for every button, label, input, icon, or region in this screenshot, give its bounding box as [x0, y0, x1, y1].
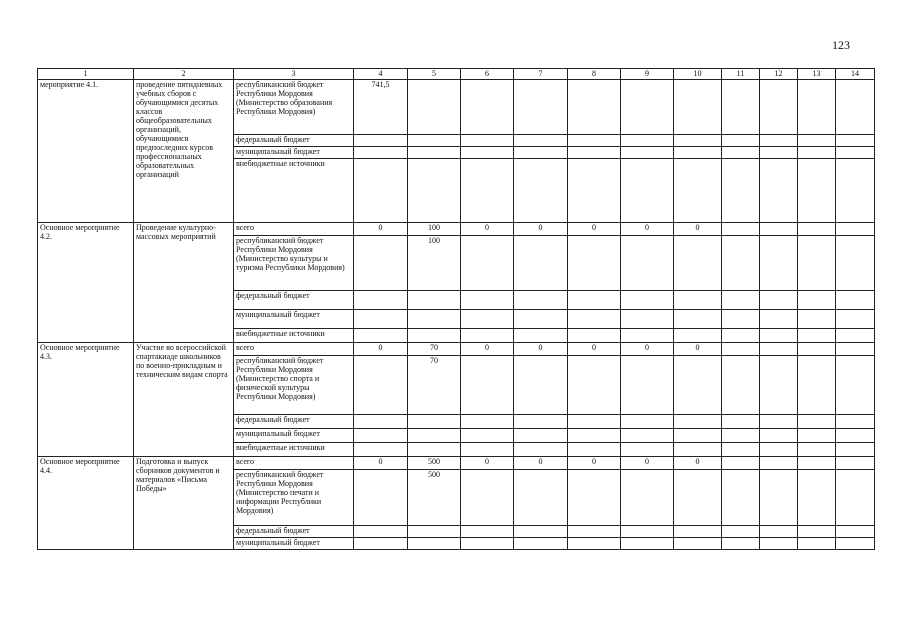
funding-source: республиканский бюджет Республики Мордовия (Министерство спорта и физической культуры Республики Мордовия) — [234, 356, 354, 415]
amount-cell — [568, 356, 621, 415]
amount-cell — [568, 526, 621, 538]
amount-cell: 0 — [514, 223, 568, 236]
amount-cell — [621, 356, 674, 415]
amount-cell — [408, 147, 461, 159]
amount-cell — [408, 415, 461, 429]
amount-cell — [354, 526, 408, 538]
amount-cell — [461, 159, 514, 223]
funding-source: республиканский бюджет Республики Мордовия (Министерство печати и информации Республики Мордовия) — [234, 470, 354, 526]
amount-cell — [722, 159, 760, 223]
amount-cell — [514, 443, 568, 457]
amount-cell — [674, 147, 722, 159]
amount-cell — [461, 470, 514, 526]
amount-cell — [798, 310, 836, 329]
event-description: проведение пятидневных учебных сборов с обучающимися десятых классов общеобразовательных организаций, обучающимися предпоследних курсов профессиональных образовательных организаций — [134, 80, 234, 223]
funding-source: внебюджетные источники — [234, 329, 354, 343]
amount-cell — [461, 236, 514, 291]
amount-cell — [621, 538, 674, 550]
amount-cell — [722, 443, 760, 457]
column-number-11: 11 — [722, 69, 760, 80]
amount-cell: 100 — [408, 223, 461, 236]
amount-cell — [354, 470, 408, 526]
amount-cell — [621, 135, 674, 147]
amount-cell — [722, 343, 760, 356]
amount-cell — [354, 291, 408, 310]
amount-cell — [798, 443, 836, 457]
amount-cell: 0 — [674, 457, 722, 470]
amount-cell — [514, 236, 568, 291]
amount-cell: 0 — [461, 457, 514, 470]
amount-cell — [514, 291, 568, 310]
amount-cell — [568, 310, 621, 329]
amount-cell — [514, 429, 568, 443]
amount-cell — [408, 429, 461, 443]
amount-cell — [836, 147, 875, 159]
amount-cell: 0 — [354, 223, 408, 236]
amount-cell — [674, 415, 722, 429]
amount-cell — [722, 329, 760, 343]
amount-cell: 70 — [408, 356, 461, 415]
amount-cell: 0 — [674, 343, 722, 356]
amount-cell — [760, 135, 798, 147]
amount-cell — [408, 538, 461, 550]
amount-cell — [514, 526, 568, 538]
column-number-6: 6 — [461, 69, 514, 80]
column-number-7: 7 — [514, 69, 568, 80]
amount-cell — [568, 415, 621, 429]
amount-cell — [621, 429, 674, 443]
amount-cell — [722, 526, 760, 538]
amount-cell — [621, 526, 674, 538]
event-name: мероприятие 4.1. — [38, 80, 134, 223]
amount-cell — [354, 443, 408, 457]
amount-cell — [798, 457, 836, 470]
amount-cell — [461, 443, 514, 457]
amount-cell — [760, 538, 798, 550]
amount-cell: 0 — [621, 223, 674, 236]
amount-cell — [354, 310, 408, 329]
amount-cell — [760, 147, 798, 159]
event-name: Основное мероприятие 4.2. — [38, 223, 134, 343]
amount-cell — [514, 159, 568, 223]
column-number-2: 2 — [134, 69, 234, 80]
amount-cell — [722, 415, 760, 429]
amount-cell — [408, 329, 461, 343]
amount-cell — [461, 526, 514, 538]
amount-cell — [568, 443, 621, 457]
amount-cell — [461, 147, 514, 159]
column-number-10: 10 — [674, 69, 722, 80]
amount-cell — [568, 135, 621, 147]
amount-cell — [408, 135, 461, 147]
amount-cell — [354, 415, 408, 429]
amount-cell: 0 — [568, 457, 621, 470]
event-name: Основное мероприятие 4.3. — [38, 343, 134, 457]
amount-cell — [760, 80, 798, 135]
column-number-9: 9 — [621, 69, 674, 80]
amount-cell: 500 — [408, 457, 461, 470]
amount-cell — [798, 538, 836, 550]
column-number-5: 5 — [408, 69, 461, 80]
amount-cell — [408, 80, 461, 135]
column-number-12: 12 — [760, 69, 798, 80]
amount-cell — [798, 415, 836, 429]
amount-cell — [836, 443, 875, 457]
amount-cell — [674, 80, 722, 135]
amount-cell — [568, 470, 621, 526]
amount-cell — [836, 291, 875, 310]
amount-cell — [514, 538, 568, 550]
amount-cell — [760, 356, 798, 415]
amount-cell — [514, 356, 568, 415]
amount-cell — [674, 135, 722, 147]
amount-cell: 0 — [514, 457, 568, 470]
amount-cell — [798, 80, 836, 135]
amount-cell: 0 — [568, 223, 621, 236]
amount-cell — [461, 135, 514, 147]
amount-cell — [674, 291, 722, 310]
amount-cell — [798, 356, 836, 415]
amount-cell — [354, 147, 408, 159]
funding-source: всего — [234, 343, 354, 356]
amount-cell — [354, 538, 408, 550]
amount-cell — [568, 538, 621, 550]
amount-cell — [621, 147, 674, 159]
funding-source: внебюджетные источники — [234, 159, 354, 223]
amount-cell — [760, 236, 798, 291]
amount-cell — [674, 526, 722, 538]
amount-cell — [514, 329, 568, 343]
amount-cell — [621, 470, 674, 526]
amount-cell — [568, 147, 621, 159]
funding-source: федеральный бюджет — [234, 415, 354, 429]
amount-cell — [836, 457, 875, 470]
amount-cell — [836, 470, 875, 526]
amount-cell — [674, 429, 722, 443]
amount-cell — [760, 223, 798, 236]
amount-cell — [514, 80, 568, 135]
amount-cell — [798, 291, 836, 310]
amount-cell — [798, 159, 836, 223]
amount-cell: 0 — [461, 343, 514, 356]
amount-cell — [408, 310, 461, 329]
amount-cell — [836, 538, 875, 550]
amount-cell — [514, 415, 568, 429]
amount-cell — [722, 147, 760, 159]
amount-cell — [836, 236, 875, 291]
amount-cell — [798, 223, 836, 236]
event-name: Основное мероприятие 4.4. — [38, 457, 134, 550]
amount-cell — [621, 80, 674, 135]
amount-cell — [798, 329, 836, 343]
amount-cell — [408, 159, 461, 223]
amount-cell — [568, 80, 621, 135]
amount-cell — [836, 526, 875, 538]
amount-cell — [674, 470, 722, 526]
table-header-row — [38, 69, 875, 80]
amount-cell: 0 — [674, 223, 722, 236]
amount-cell — [760, 470, 798, 526]
amount-cell — [461, 80, 514, 135]
amount-cell — [354, 159, 408, 223]
amount-cell — [674, 236, 722, 291]
amount-cell — [760, 329, 798, 343]
amount-cell — [798, 236, 836, 291]
funding-source: федеральный бюджет — [234, 135, 354, 147]
amount-cell — [836, 429, 875, 443]
amount-cell — [722, 470, 760, 526]
amount-cell — [461, 329, 514, 343]
amount-cell — [722, 291, 760, 310]
amount-cell: 0 — [621, 343, 674, 356]
amount-cell — [514, 470, 568, 526]
amount-cell: 100 — [408, 236, 461, 291]
amount-cell: 0 — [568, 343, 621, 356]
amount-cell: 0 — [354, 343, 408, 356]
amount-cell — [408, 291, 461, 310]
amount-cell — [760, 343, 798, 356]
event-description: Проведение культурно-массовых мероприятий — [134, 223, 234, 343]
amount-cell — [722, 538, 760, 550]
amount-cell — [760, 159, 798, 223]
column-number-8: 8 — [568, 69, 621, 80]
amount-cell — [674, 329, 722, 343]
amount-cell — [836, 135, 875, 147]
amount-cell — [354, 429, 408, 443]
amount-cell — [722, 80, 760, 135]
amount-cell — [621, 159, 674, 223]
amount-cell — [798, 470, 836, 526]
table-row — [38, 457, 875, 470]
amount-cell: 70 — [408, 343, 461, 356]
amount-cell — [461, 356, 514, 415]
amount-cell — [722, 236, 760, 291]
table-row — [38, 343, 875, 356]
amount-cell — [722, 310, 760, 329]
amount-cell — [674, 159, 722, 223]
amount-cell: 0 — [621, 457, 674, 470]
table-row — [38, 223, 875, 236]
amount-cell — [798, 343, 836, 356]
amount-cell — [798, 147, 836, 159]
amount-cell — [568, 429, 621, 443]
amount-cell — [674, 310, 722, 329]
amount-cell — [798, 429, 836, 443]
amount-cell — [514, 310, 568, 329]
funding-source: республиканский бюджет Республики Мордовия (Министерство культуры и туризма Республики Мордовия) — [234, 236, 354, 291]
amount-cell: 0 — [514, 343, 568, 356]
amount-cell — [760, 443, 798, 457]
financing-table — [37, 68, 875, 550]
column-number-3: 3 — [234, 69, 354, 80]
amount-cell — [461, 429, 514, 443]
column-number-13: 13 — [798, 69, 836, 80]
amount-cell — [568, 329, 621, 343]
column-number-14: 14 — [836, 69, 875, 80]
amount-cell — [514, 135, 568, 147]
amount-cell — [674, 356, 722, 415]
amount-cell — [722, 429, 760, 443]
table-row — [38, 80, 875, 135]
amount-cell — [760, 526, 798, 538]
amount-cell — [760, 415, 798, 429]
funding-source: республиканский бюджет Республики Мордовия (Министерство образования Республики Мордовия) — [234, 80, 354, 135]
amount-cell — [798, 135, 836, 147]
amount-cell — [408, 526, 461, 538]
amount-cell — [461, 310, 514, 329]
page-number: 123 — [832, 38, 850, 52]
funding-source: муниципальный бюджет — [234, 538, 354, 550]
amount-cell: 0 — [354, 457, 408, 470]
amount-cell — [674, 443, 722, 457]
amount-cell — [836, 310, 875, 329]
amount-cell — [354, 135, 408, 147]
amount-cell — [461, 291, 514, 310]
event-description: Подготовка и выпуск сборников документов и материалов «Письма Победы» — [134, 457, 234, 550]
amount-cell — [568, 236, 621, 291]
event-description: Участие во всероссийской спартакиаде школьников по военно-прикладным и техническим видам спорта — [134, 343, 234, 457]
amount-cell — [722, 223, 760, 236]
amount-cell — [621, 236, 674, 291]
amount-cell — [354, 356, 408, 415]
amount-cell — [621, 291, 674, 310]
amount-cell — [674, 538, 722, 550]
amount-cell — [354, 236, 408, 291]
amount-cell: 741,5 — [354, 80, 408, 135]
amount-cell — [836, 415, 875, 429]
amount-cell — [836, 329, 875, 343]
funding-source: муниципальный бюджет — [234, 310, 354, 329]
amount-cell — [722, 356, 760, 415]
amount-cell — [514, 147, 568, 159]
column-number-4: 4 — [354, 69, 408, 80]
amount-cell — [568, 291, 621, 310]
amount-cell — [621, 329, 674, 343]
funding-source: муниципальный бюджет — [234, 429, 354, 443]
funding-source: муниципальный бюджет — [234, 147, 354, 159]
amount-cell — [836, 159, 875, 223]
amount-cell — [461, 415, 514, 429]
amount-cell — [836, 356, 875, 415]
funding-source: федеральный бюджет — [234, 526, 354, 538]
amount-cell — [722, 135, 760, 147]
amount-cell — [722, 457, 760, 470]
amount-cell — [836, 80, 875, 135]
amount-cell: 500 — [408, 470, 461, 526]
amount-cell — [798, 526, 836, 538]
column-number-1: 1 — [38, 69, 134, 80]
amount-cell — [836, 343, 875, 356]
amount-cell — [760, 457, 798, 470]
amount-cell — [621, 310, 674, 329]
amount-cell: 0 — [461, 223, 514, 236]
amount-cell — [354, 329, 408, 343]
amount-cell — [760, 310, 798, 329]
amount-cell — [621, 415, 674, 429]
funding-source: федеральный бюджет — [234, 291, 354, 310]
amount-cell — [760, 291, 798, 310]
funding-source: всего — [234, 457, 354, 470]
amount-cell — [621, 443, 674, 457]
amount-cell — [760, 429, 798, 443]
funding-source: всего — [234, 223, 354, 236]
amount-cell — [836, 223, 875, 236]
funding-source: внебюджетные источники — [234, 443, 354, 457]
amount-cell — [568, 159, 621, 223]
amount-cell — [461, 538, 514, 550]
amount-cell — [408, 443, 461, 457]
